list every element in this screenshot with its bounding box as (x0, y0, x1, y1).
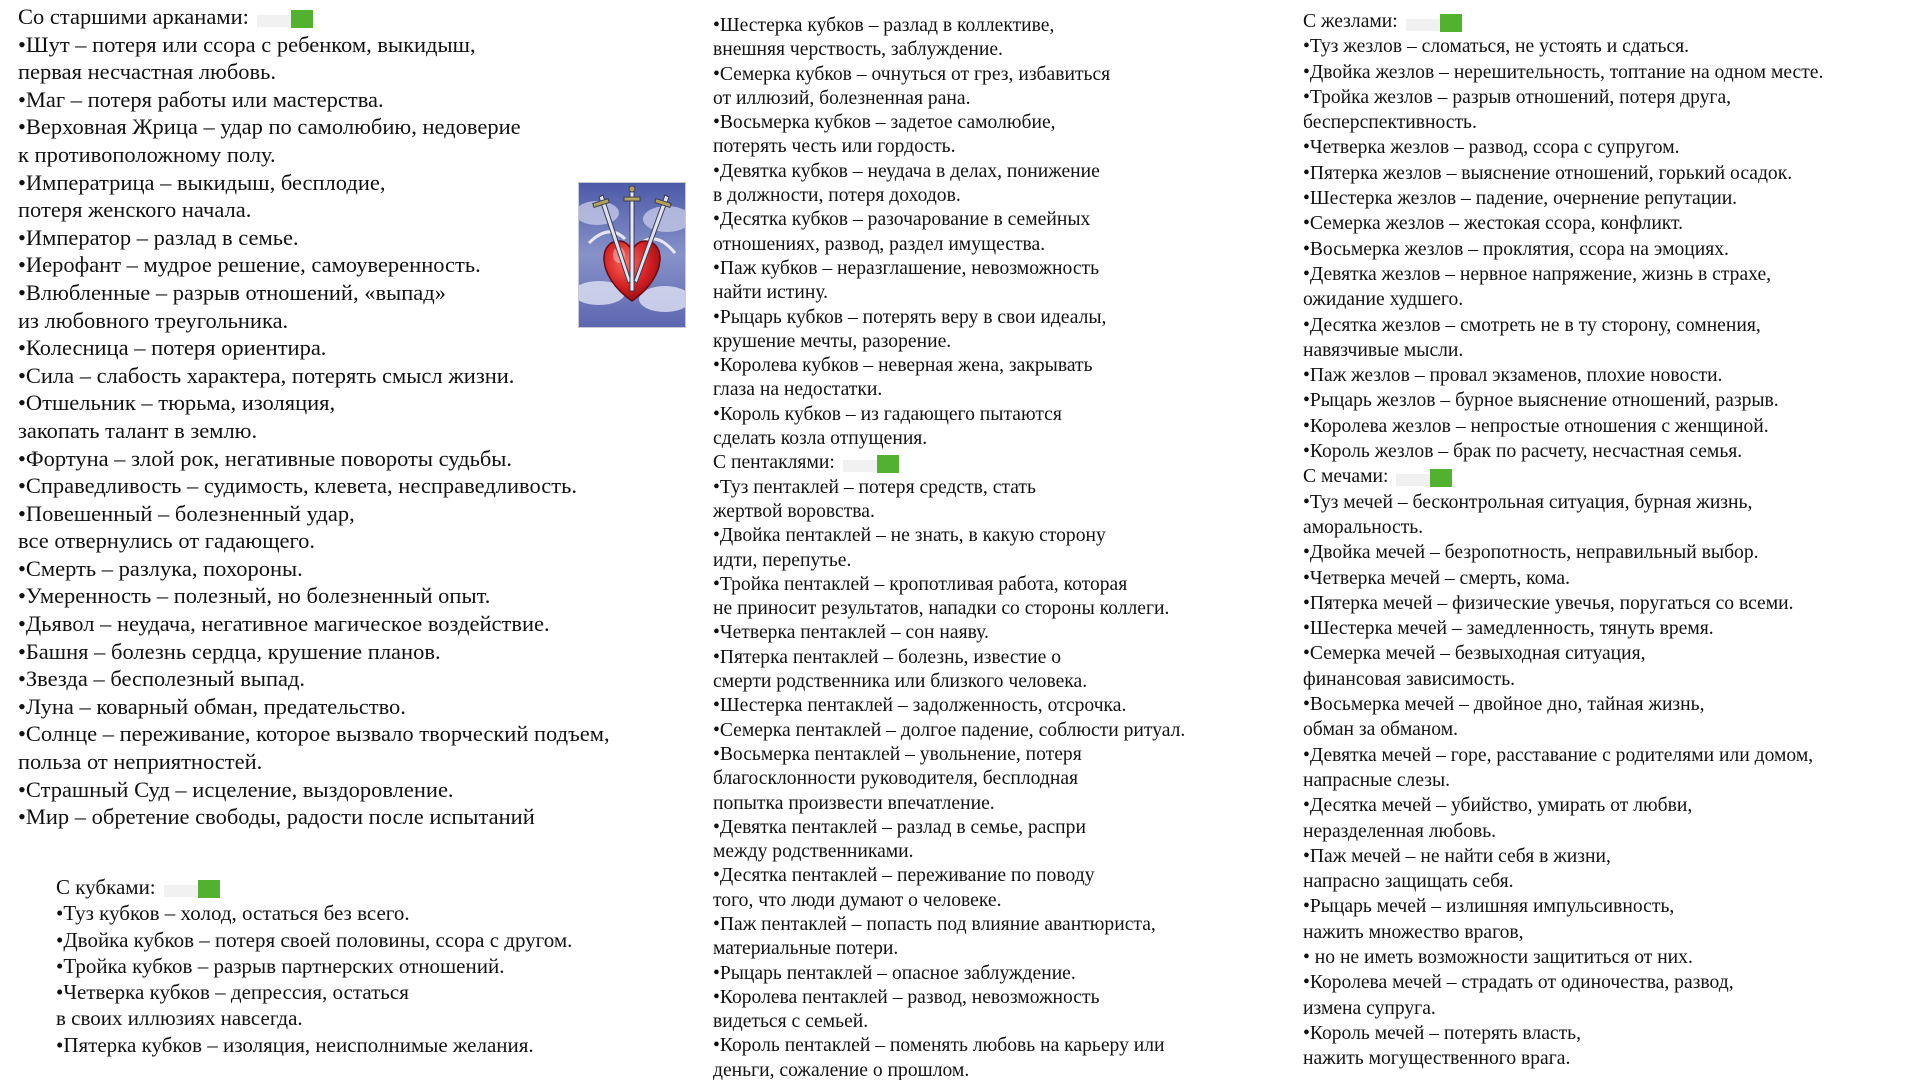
major-arcana-item: •Справедливость – судимость, клевета, несправедливость. (18, 473, 578, 499)
cups-item: •Восьмерка кубков – задетое самолюбие, (713, 112, 1056, 134)
swords-item: нажить множество врагов, (1303, 921, 1524, 943)
cups-item: •Шестерка кубков – разлад в коллективе, (713, 15, 1055, 36)
pentacles-item: материальные потери. (713, 938, 899, 960)
pentacles-item: того, что люди думают о человеке. (713, 889, 1002, 911)
cups-item: •Семерка кубков – очнуться от грез, избавиться (713, 63, 1111, 85)
major-arcana-item: •Шут – потеря или ссора с ребенком, выкидыш, (18, 31, 476, 57)
color-marker (1396, 469, 1456, 487)
cups-item: •Королева кубков – неверная жена, закрывать (713, 355, 1093, 377)
wands-heading-text: С жезлами: (1303, 11, 1398, 32)
pentacles-item: •Двойка пентаклей – не знать, в какую сторону (713, 525, 1106, 547)
cups-heading-text: С кубками: (56, 875, 156, 899)
cups-item: •Девятка кубков – неудача в делах, понижение (713, 160, 1100, 182)
pentacles-item: не приносит результатов, нападки со стороны коллеги. (713, 598, 1170, 620)
pentacles-item: •Пятерка пентаклей – болезнь, известие о (713, 646, 1061, 668)
major-arcana-item: •Сила – слабость характера, потерять смысл жизни. (18, 362, 515, 388)
major-arcana-item: •Солнце – переживание, которое вызвало творческий подъем, (18, 721, 610, 747)
major-arcana-item: потеря женского начала. (18, 197, 252, 223)
cups-item: внешняя черствость, заблуждение. (713, 39, 1003, 61)
wands-item: •Девятка жезлов – нервное напряжение, жизнь в страхе, (1303, 263, 1772, 285)
swords-item: •Королева мечей – страдать от одиночества, развод, (1303, 972, 1734, 994)
pentacles-item: видеться с семьей. (713, 1011, 869, 1033)
major-arcana-heading-text: Со старшими арканами: (18, 4, 249, 29)
wands-item: •Четверка жезлов – развод, ссора с супругом. (1303, 137, 1680, 159)
wands-item: •Шестерка жезлов – падение, очернение репутации. (1303, 188, 1738, 210)
cups-item: в должности, потеря доходов. (713, 185, 961, 207)
color-marker (843, 455, 903, 473)
cups-item: найти истину. (713, 282, 829, 304)
swords-item: •Восьмерка мечей – двойное дно, тайная жизнь, (1303, 694, 1705, 716)
pentacles-item: •Шестерка пентаклей – задолженность, отсрочка. (713, 695, 1127, 717)
major-arcana-item: •Дьявол – неудача, негативное магическое воздействие. (18, 611, 550, 637)
swords-item: •Шестерка мечей – замедленность, тянуть время. (1303, 618, 1714, 640)
major-arcana-item: •Звезда – бесполезный выпад. (18, 666, 306, 692)
major-arcana-item: •Императрица – выкидыш, бесплодие, (18, 169, 386, 195)
wands-item: •Король жезлов – брак по расчету, несчастная семья. (1303, 441, 1743, 463)
swords-heading-text: С мечами: (1303, 466, 1389, 488)
cups-list (56, 900, 696, 1058)
color-marker (257, 10, 317, 28)
major-arcana-item: из любовного треугольника. (18, 307, 289, 333)
major-arcana-item: первая несчастная любовь. (18, 59, 277, 85)
cups-item: сделать козла отпущения. (713, 428, 928, 450)
cups-heading (56, 874, 696, 900)
wands-item: •Семерка жезлов – жестокая ссора, конфликт. (1303, 213, 1684, 235)
cups-section (56, 874, 696, 1058)
major-arcana-item: польза от неприятностей. (18, 749, 263, 775)
pentacles-item: благосклонности руководителя, бесплодная (713, 768, 1079, 790)
cups-item: отношениях, развод, раздел имущества. (713, 233, 1046, 255)
pentacles-item: •Четверка пентаклей – сон наяву. (713, 622, 989, 644)
wands-item: •Королева жезлов – непростые отношения с женщиной. (1303, 415, 1769, 437)
cups-item: в своих иллюзиях навсегда. (56, 1006, 303, 1031)
pentacles-item: •Рыцарь пентаклей – опасное заблуждение. (713, 962, 1076, 984)
pentacles-heading-text: С пентаклями: (713, 452, 835, 474)
wands-list (1303, 34, 1823, 464)
swords-item: • но не иметь возможности защититься от них. (1303, 946, 1693, 968)
wands-item: •Восьмерка жезлов – проклятия, ссора на эмоциях. (1303, 238, 1729, 260)
wands-item: •Туз жезлов – сломаться, не устоять и сдаться. (1303, 36, 1690, 58)
cups-item: •Паж кубков – неразглашение, невозможность (713, 257, 1100, 279)
cups-item: крушение мечты, разорение. (713, 330, 952, 352)
major-arcana-item: •Влюбленные – разрыв отношений, «выпад» (18, 279, 446, 305)
pentacles-item: •Семерка пентаклей – долгое падение, соблюсти ритуал. (713, 719, 1186, 741)
major-arcana-item: к противоположному полу. (18, 141, 276, 167)
pentacles-item: •Королева пентаклей – развод, невозможность (713, 986, 1100, 1008)
swords-item: аморальность. (1303, 516, 1424, 538)
major-arcana-item: •Верховная Жрица – удар по самолюбию, недоверие (18, 114, 521, 140)
three-swords-card-image (578, 182, 686, 328)
swords-item: •Девятка мечей – горе, расставание с родителями или домом, (1303, 744, 1814, 766)
major-arcana-item: все отвернулись от гадающего. (18, 528, 316, 554)
wands-item: •Десятка жезлов – смотреть не в ту сторону, сомнения, (1303, 314, 1761, 336)
pentacles-item: попытка произвести впечатление. (713, 792, 995, 814)
pentacles-heading (713, 451, 1185, 475)
wands-item: •Рыцарь жезлов – бурное выяснение отношений, разрыв. (1303, 390, 1779, 412)
cups-item: •Десятка кубков – разочарование в семейных (713, 209, 1091, 231)
swords-item: измена супруга. (1303, 997, 1436, 1019)
major-arcana-item: закопать талант в землю. (18, 417, 258, 443)
swords-item: •Рыцарь мечей – излишняя импульсивность, (1303, 896, 1675, 918)
swords-item: •Пятерка мечей – физические увечья, поругаться со всеми. (1303, 592, 1794, 614)
cups-item: от иллюзий, болезненная рана. (713, 87, 971, 109)
major-arcana-list (18, 31, 610, 831)
swords-item: нажить могущественного врага. (1303, 1048, 1571, 1070)
major-arcana-item: •Отшельник – тюрьма, изоляция, (18, 390, 336, 416)
pentacles-item: •Восьмерка пентаклей – увольнение, потеря (713, 743, 1082, 765)
pentacles-item: деньги, сожаление о прошлом. (713, 1059, 970, 1080)
wands-item: бесперспективность. (1303, 112, 1477, 134)
cups-item: •Четверка кубков – депрессия, остаться (56, 980, 409, 1005)
pentacles-item: •Тройка пентаклей – кропотливая работа, которая (713, 573, 1128, 595)
major-arcana-item: •Мир – обретение свободы, радости после испытаний (18, 804, 535, 830)
major-arcana-item: •Умеренность – полезный, но болезненный опыт. (18, 583, 491, 609)
cups-item: •Король кубков – из гадающего пытаются (713, 403, 1062, 425)
major-arcana-item: •Фортуна – злой рок, негативные повороты судьбы. (18, 445, 513, 471)
cups-item: •Тройка кубков – разрыв партнерских отношений. (56, 953, 505, 978)
major-arcana-item: •Луна – коварный обман, предательство. (18, 693, 406, 719)
swords-item: обман за обманом. (1303, 719, 1458, 741)
wands-item: ожидание худшего. (1303, 289, 1464, 311)
major-arcana-item: •Повешенный – болезненный удар, (18, 500, 355, 526)
swords-item: •Семерка мечей – безвыходная ситуация, (1303, 643, 1646, 665)
color-marker (1406, 14, 1466, 32)
wands-item: •Пятерка жезлов – выяснение отношений, горький осадок. (1303, 162, 1793, 184)
swords-item: напрасные слезы. (1303, 769, 1451, 791)
wands-item: •Двойка жезлов – нерешительность, топтание на одном месте. (1303, 61, 1824, 83)
major-arcana-item: •Башня – болезнь сердца, крушение планов. (18, 638, 441, 664)
swords-item: неразделенная любовь. (1303, 820, 1497, 842)
major-arcana-heading (18, 3, 610, 31)
pentacles-item: •Паж пентаклей – попасть под влияние авантюриста, (713, 913, 1156, 935)
cups-item: •Рыцарь кубков – потерять веру в свои идеалы, (713, 306, 1107, 328)
swords-item: •Четверка мечей – смерть, кома. (1303, 567, 1570, 589)
major-arcana-item: •Маг – потеря работы или мастерства. (18, 86, 384, 112)
major-arcana-item: •Иерофант – мудрое решение, самоуверенность. (18, 252, 481, 278)
major-arcana-section (18, 3, 610, 831)
swords-item: финансовая зависимость. (1303, 668, 1516, 690)
pentacles-item: смерти родственника или близкого человека. (713, 671, 1088, 693)
color-marker (164, 880, 224, 898)
pentacles-item: жертвой воровства. (713, 500, 875, 522)
wands-item: •Тройка жезлов – разрыв отношений, потеря друга, (1303, 86, 1732, 108)
wands-heading (1303, 9, 1823, 34)
pentacles-item: •Король пентаклей – поменять любовь на карьеру или (713, 1035, 1165, 1057)
cups-item: •Туз кубков – холод, остаться без всего. (56, 901, 410, 926)
wands-item: •Паж жезлов – провал экзаменов, плохие новости. (1303, 365, 1723, 387)
swords-list (1303, 490, 1823, 1072)
pentacles-item: •Туз пентаклей – потеря средств, стать (713, 476, 1036, 498)
swords-item: •Король мечей – потерять власть, (1303, 1022, 1581, 1044)
swords-heading (1303, 464, 1823, 489)
cups-continued-list (713, 14, 1185, 451)
swords-item: •Десятка мечей – убийство, умирать от любви, (1303, 795, 1693, 817)
pentacles-item: •Девятка пентаклей – разлад в семье, распри (713, 816, 1086, 838)
major-arcana-item: •Император – разлад в семье. (18, 224, 299, 250)
major-arcana-item: •Колесница – потеря ориентира. (18, 335, 327, 361)
swords-item: •Паж мечей – не найти себя в жизни, (1303, 845, 1611, 867)
pentacles-item: идти, перепутье. (713, 549, 852, 571)
major-arcana-item: •Смерть – разлука, похороны. (18, 555, 303, 581)
pentacles-item: между родственниками. (713, 841, 914, 863)
pentacles-list (713, 476, 1185, 1080)
cups-pentacles-section (713, 14, 1185, 1080)
cups-item: потерять честь или гордость. (713, 136, 956, 158)
swords-item: •Двойка мечей – безропотность, неправильный выбор. (1303, 542, 1759, 564)
swords-item: •Туз мечей – бесконтрольная ситуация, бурная жизнь, (1303, 491, 1753, 513)
cups-item: •Двойка кубков – потеря своей половины, ссора с другом. (56, 927, 573, 952)
swords-item: напрасно защищать себя. (1303, 871, 1514, 893)
cups-item: глаза на недостатки. (713, 379, 883, 401)
major-arcana-item: •Страшный Суд – исцеление, выздоровление. (18, 776, 454, 802)
wands-item: навязчивые мысли. (1303, 339, 1464, 361)
pentacles-item: •Десятка пентаклей – переживание по поводу (713, 865, 1095, 887)
three-swords-heart-icon (579, 183, 685, 327)
wands-swords-section (1303, 9, 1823, 1071)
cups-item: •Пятерка кубков – изоляция, неисполнимые желания. (56, 1032, 534, 1057)
